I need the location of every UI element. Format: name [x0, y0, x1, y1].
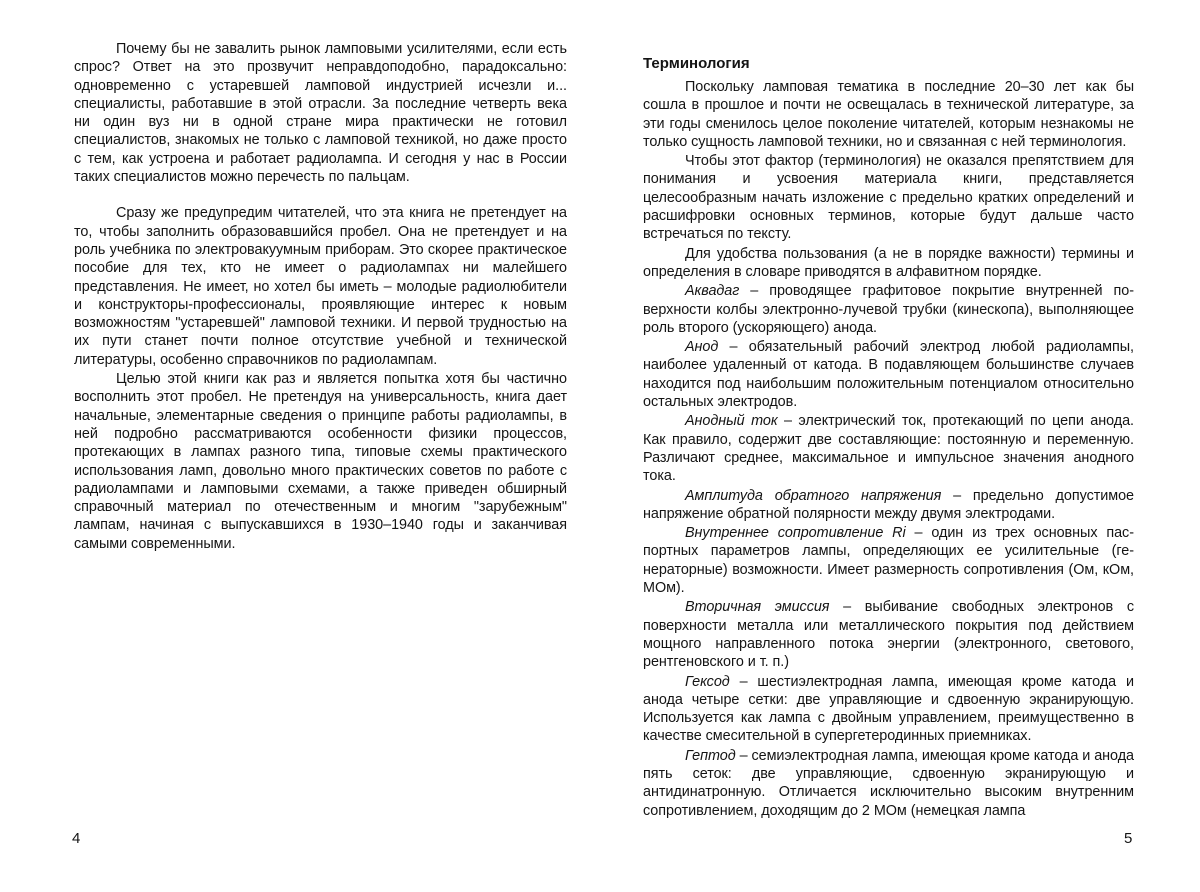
glossary-definition: – один из трех основных паспортных параметров лампы, определяющих ее усилительные (генераторные) возможности. Имеет размерность сопротивления (Ом, кОм, МОм). [643, 525, 1134, 597]
glossary-entry [643, 524, 1134, 597]
glossary-entry [643, 487, 1134, 524]
glossary-term: Гексод [685, 673, 730, 690]
glossary-entry [643, 282, 1134, 337]
glossary-definition: – шестиэлектродная лампа, имеющая кроме катода и анода четыре сетки: две управляющие и сдвоенную экранирующую. Используется как лампа с двойным управлением, преимущественно в качестве смесительной в супергетеродинных приемниках. [643, 673, 1134, 745]
glossary-definition: – выбивание свободных электронов с поверхности металла или металлического покрытия под действием мощного направленного потока энергии (электронного, светового, рентгеновского и т. п.) [643, 599, 1134, 671]
intro-paragraph-1: Поскольку ламповая тематика в последние 20–30 лет как бы сошла в прошлое и почти не освещалась в технической литературе, за эти годы сменилось целое поколение читателей, которым незнакомы не только сущность ламповой техники, но и связанная с ней терминология. [643, 79, 1134, 150]
glossary-entry [643, 673, 1134, 746]
page-number-left: 4 [72, 830, 81, 847]
glossary-term: Анод [685, 339, 719, 356]
section-heading: Терминология [643, 55, 750, 72]
left-paragraph-3: Целью этой книги как раз и является попытка хотя бы частично восполнить этот пробел. Не претендуя на универсальность, книга дает начальные, элементарные сведения о принципе работы радиолампы, в ней подробно рассматриваются особенности физики процессов, протекающих в лампах разного типа, типовые схемы практического использования ламп, довольно много практических советов по работе с радиолампами и ламповыми схемами, а также приведен обширный справочный материал по отечественным и многим "зарубежным" лампам, начиная с выпускавшихся в 1930–1940 годы и заканчивая самыми современными. [74, 371, 567, 552]
glossary-term: Амплитуда обратного напряжения [685, 487, 942, 504]
glossary-definition: – обязательный рабочий электрод любой радиолампы, наиболее удаленный от катода. В подавляющем большинстве случаев находится под наибольшим положительным потенциалом относительно остальных электродов. [643, 339, 1134, 411]
glossary-entry [643, 598, 1134, 671]
glossary-term: Внутреннее сопротивление Ri [685, 525, 906, 542]
left-paragraph-2: Сразу же предупредим читателей, что эта книга не претендует на то, чтобы заполнить образовавшийся пробел. Она не претендует и на роль учебника по электровакуумным приборам. Это скорее практическое пособие для тех, кто не имеет о радиолампах ни малейшего представления. Не имеет, но хотел бы иметь – молодые радиолюбители и конструкторы-профессионалы, проявляющие интерес к новым возможностям "устаревшей" ламповой техники. И первой трудностью на их пути станет почти полное отсутствие учебной и технической литературы, особенно справочников по радиолампам. [74, 205, 567, 368]
glossary-definition: – электрический ток, протекающий по цепи анода. Как правило, содержит две составляющие: постоянную и переменную. Различают среднее, максимальное и импульсное значения анодного тока. [643, 413, 1134, 485]
glossary-entry [643, 412, 1134, 485]
intro-paragraph-3: Для удобства пользования (а не в порядке важности) термины и определения в словаре приводятся в алфавитном порядке. [643, 245, 1134, 280]
glossary-term: Гептод [685, 747, 736, 764]
glossary-definition: – проводящее графитовое покрытие внутренней поверхности колбы электронно-лучевой трубки (кинескопа), выполняющее роль второго (ускоряющего) анода. [643, 283, 1134, 336]
glossary-term: Анодный ток [685, 413, 778, 430]
left-paragraph-1: Почему бы не завалить рынок ламповыми усилителями, если есть спрос? Ответ на это прозвучит неправдоподобно, парадоксально: одновременно с устаревшей ламповой индустрией исчезли и... специалисты, работавшие в этой отрасли. За последние четверть века ни один вуз ни в одной стране мира практически не готовил специалистов, знакомых не только с ламповой техникой, но даже просто с тем, как устроена и работает радиолампа. И сегодня у нас в России таких специалистов можно перечесть по пальцам. [74, 41, 567, 186]
glossary-definition: – предельно допустимое напряжение обратной полярности между двумя электродами. [643, 487, 1134, 522]
glossary-term: Аквадаг [685, 283, 740, 300]
page-number-right: 5 [1124, 830, 1133, 847]
glossary-entry [643, 747, 1134, 820]
glossary-entry [643, 338, 1134, 411]
glossary-term: Вторичная эмиссия [685, 599, 830, 616]
intro-paragraph-2: Чтобы этот фактор (терминология) не оказался препятствием для понимания и усвоения материала книги, представляется целесообразным начать изложение с предельно кратких определений и расшифровки основных терминов, которые будут дальше часто встречаться по тексту. [643, 153, 1134, 243]
glossary-definition: – семиэлектродная лампа, имеющая кроме катода и анода пять сеток: две управляющие, сдвоенную экранирующую и антидинатронную. Отличается исключительно высоким внутренним сопротивлением, доходящим до 2 МОм (немецкая лампа [643, 747, 1134, 819]
right-page [643, 40, 1134, 820]
left-page [74, 40, 567, 553]
